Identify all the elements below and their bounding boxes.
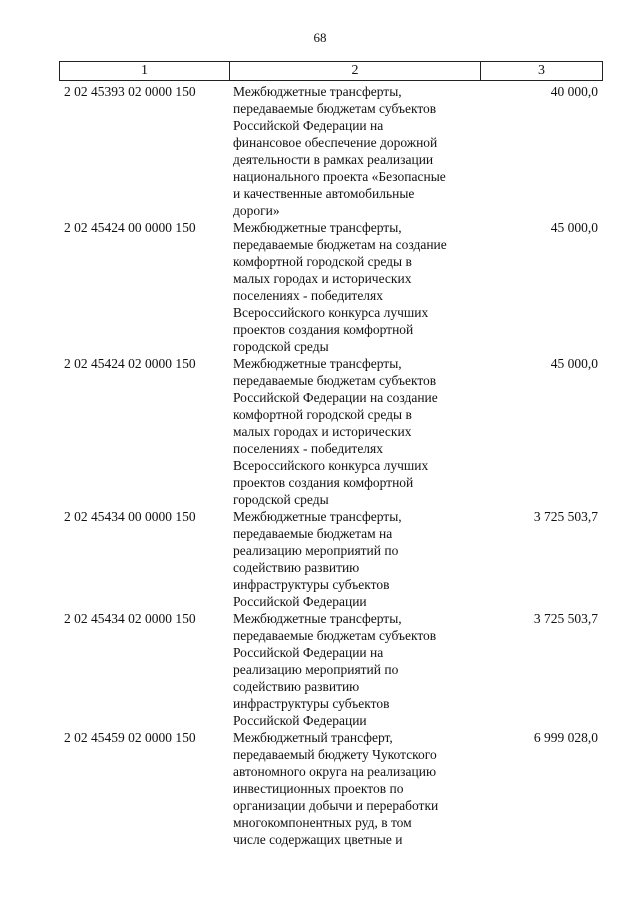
description-line: инфраструктуры субъектов bbox=[233, 696, 390, 711]
description-line: поселениях - победителях bbox=[233, 441, 384, 456]
description-line: финансовое обеспечение дорожной bbox=[233, 135, 438, 150]
description-line: Межбюджетные трансферты, bbox=[233, 84, 402, 99]
amount: 6 999 028,0 bbox=[533, 730, 598, 745]
description-line: передаваемые бюджетам на bbox=[233, 526, 393, 541]
description bbox=[229, 355, 480, 508]
description-line: Российской Федерации на bbox=[233, 645, 384, 660]
description-line: Межбюджетные трансферты, bbox=[233, 611, 402, 626]
description-line: передаваемые бюджетам субъектов bbox=[233, 628, 437, 643]
description-line: передаваемые бюджетам субъектов bbox=[233, 373, 437, 388]
budget-code: 2 02 45434 00 0000 150 bbox=[64, 509, 196, 524]
page-number: 68 bbox=[313, 30, 327, 45]
description-line: Всероссийского конкурса лучших bbox=[233, 305, 429, 320]
description-line: проектов создания комфортной bbox=[233, 475, 414, 490]
budget-code: 2 02 45434 02 0000 150 bbox=[64, 611, 196, 626]
description bbox=[229, 219, 480, 355]
description-line: Российской Федерации на создание bbox=[233, 390, 438, 405]
description-line: инвестиционных проектов по bbox=[233, 781, 404, 796]
description-line: передаваемые бюджетам субъектов bbox=[233, 101, 437, 116]
column-header-2: 2 bbox=[230, 62, 481, 81]
description-line: городской среды bbox=[233, 492, 329, 507]
table-row bbox=[59, 355, 602, 508]
description-line: Межбюджетные трансферты, bbox=[233, 356, 402, 371]
table-body bbox=[59, 83, 602, 848]
amount: 45 000,0 bbox=[550, 356, 598, 371]
description-line: передаваемые бюджетам на создание bbox=[233, 237, 447, 252]
description-line: поселениях - победителях bbox=[233, 288, 384, 303]
amount: 40 000,0 bbox=[550, 84, 598, 99]
description-line: содействию развитию bbox=[233, 560, 360, 575]
description-line: комфортной городской среды в bbox=[233, 254, 412, 269]
amount: 3 725 503,7 bbox=[533, 509, 598, 524]
description-line: Межбюджетные трансферты, bbox=[233, 220, 402, 235]
table-row bbox=[59, 83, 602, 219]
description-line: Российской Федерации bbox=[233, 713, 367, 728]
description-line: организации добычи и переработки bbox=[233, 798, 439, 813]
description-line: числе содержащих цветные и bbox=[233, 832, 403, 847]
description-line: Российской Федерации bbox=[233, 594, 367, 609]
description-line: Российской Федерации на bbox=[233, 118, 384, 133]
budget-code: 2 02 45424 00 0000 150 bbox=[64, 220, 196, 235]
description bbox=[229, 508, 480, 610]
description-line: городской среды bbox=[233, 339, 329, 354]
description-line: малых городах и исторических bbox=[233, 424, 412, 439]
amount: 3 725 503,7 bbox=[533, 611, 598, 626]
description bbox=[229, 83, 480, 219]
description-line: деятельности в рамках реализации bbox=[233, 152, 434, 167]
column-header-1: 1 bbox=[60, 62, 230, 81]
description-line: малых городах и исторических bbox=[233, 271, 412, 286]
description-line: многокомпонентных руд, в том bbox=[233, 815, 412, 830]
budget-code: 2 02 45459 02 0000 150 bbox=[64, 730, 196, 745]
description-line: комфортной городской среды в bbox=[233, 407, 412, 422]
table-header bbox=[59, 61, 603, 81]
description-line: и качественные автомобильные bbox=[233, 186, 415, 201]
description-line: дороги» bbox=[233, 203, 280, 218]
description-line: Межбюджетный трансферт, bbox=[233, 730, 393, 745]
description-line: инфраструктуры субъектов bbox=[233, 577, 390, 592]
description bbox=[229, 610, 480, 729]
description-line: национального проекта «Безопасные bbox=[233, 169, 446, 184]
budget-code: 2 02 45424 02 0000 150 bbox=[64, 356, 196, 371]
table-row bbox=[59, 610, 602, 729]
description-line: автономного округа на реализацию bbox=[233, 764, 437, 779]
description-line: реализацию мероприятий по bbox=[233, 662, 399, 677]
table-row bbox=[59, 508, 602, 610]
description-line: передаваемый бюджету Чукотского bbox=[233, 747, 437, 762]
description-line: реализацию мероприятий по bbox=[233, 543, 399, 558]
table-row bbox=[59, 729, 602, 848]
description-line: Всероссийского конкурса лучших bbox=[233, 458, 429, 473]
budget-code: 2 02 45393 02 0000 150 bbox=[64, 84, 196, 99]
description-line: проектов создания комфортной bbox=[233, 322, 414, 337]
description-line: содействию развитию bbox=[233, 679, 360, 694]
column-header-3: 3 bbox=[481, 62, 603, 81]
table-row bbox=[59, 219, 602, 355]
description-line: Межбюджетные трансферты, bbox=[233, 509, 402, 524]
amount: 45 000,0 bbox=[550, 220, 598, 235]
description bbox=[229, 729, 480, 848]
